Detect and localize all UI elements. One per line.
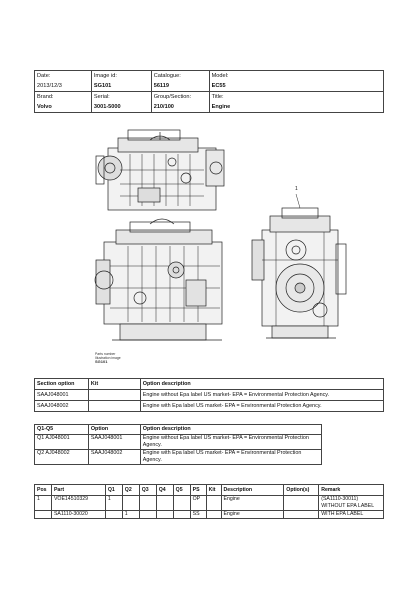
description-cell: Engine (221, 511, 284, 519)
brand-value: Volvo (35, 102, 92, 113)
image-id-label: Image id: (91, 71, 151, 82)
title-value: Engine (209, 102, 383, 113)
col-header-kit: Kit (88, 379, 140, 390)
q1-cell: 1 (105, 496, 122, 511)
model-label: Model: (209, 71, 383, 82)
q-cell: Q2 AJ048002 (35, 450, 89, 465)
date-value: 2013/12/3 (35, 81, 92, 92)
option-description-cell: Engine without Epa label US market- EPA = Environmental Protection Agency. (140, 390, 383, 401)
remark-cell: WITH EPA LABEL (319, 511, 384, 519)
col-header-q1-q5: Q1-Q5 (35, 425, 89, 435)
q-cell: Q1 AJ048001 (35, 435, 89, 450)
col-header-remark: Remark (319, 485, 384, 496)
part-cell: VOE14510329 (51, 496, 105, 511)
q3-cell (139, 496, 156, 511)
pos-cell (35, 511, 52, 519)
col-header-q5: Q5 (173, 485, 190, 496)
catalogue-label: Catalogue: (151, 71, 209, 82)
caption-line-1: Parts number (95, 352, 116, 356)
q2-cell (122, 496, 139, 511)
engine-top-view-drawing (96, 130, 224, 210)
caption-line-2: Illustration image (95, 356, 121, 360)
col-header-pos: Pos (35, 485, 52, 496)
option-description-cell: Engine without Epa label US market- EPA = Environmental Protection Agency. (140, 435, 321, 450)
parts-table (34, 484, 384, 519)
remark-cell: (SA1110-30011) WITHOUT EPA LABEL (319, 496, 384, 511)
illustration-caption (95, 352, 121, 364)
option-cell: SAAJ048001 (88, 435, 140, 450)
callout-number: 1 (295, 186, 298, 192)
option-description-cell: Engine with Epa label US market- EPA = Environmental Protection Agency. (140, 401, 383, 412)
serial-label: Serial: (91, 92, 151, 103)
section-option-table (34, 378, 384, 412)
date-label: Date: (35, 71, 92, 82)
engine-illustration (0, 120, 420, 360)
table-row (35, 390, 384, 401)
q-option-table (34, 424, 322, 465)
kit-cell (206, 496, 221, 511)
q3-cell (139, 511, 156, 519)
section-option-cell: SAAJ048001 (35, 390, 89, 401)
model-value: EC55 (209, 81, 383, 92)
kit-cell (88, 390, 140, 401)
col-header-options: Option(s) (284, 485, 319, 496)
col-header-option-description: Option description (140, 425, 321, 435)
option-description-cell: Engine with Epa label US market- EPA = Environmental Protection Agency. (140, 450, 321, 465)
options-cell (284, 496, 319, 511)
col-header-q2: Q2 (122, 485, 139, 496)
image-id-value: SG101 (91, 81, 151, 92)
engine-end-view-drawing (252, 194, 346, 338)
col-header-section-option: Section option (35, 379, 89, 390)
table-row (35, 401, 384, 412)
options-cell (284, 511, 319, 519)
header-info-table (34, 70, 384, 113)
q2-cell: 1 (122, 511, 139, 519)
caption-image-id: SG101 (95, 359, 108, 364)
q5-cell (173, 511, 190, 519)
col-header-option-description: Option description (140, 379, 383, 390)
catalogue-value: 56119 (151, 81, 209, 92)
serial-value: 3001-5000 (91, 102, 151, 113)
option-cell: SAAJ048002 (88, 450, 140, 465)
col-header-q4: Q4 (156, 485, 173, 496)
description-cell: Engine (221, 496, 284, 511)
section-option-cell: SAAJ048002 (35, 401, 89, 412)
table-header-row (35, 485, 384, 496)
col-header-kit: Kit (206, 485, 221, 496)
title-label: Title: (209, 92, 383, 103)
table-header-row (35, 379, 384, 390)
col-header-part: Part (51, 485, 105, 496)
table-header-row (35, 425, 322, 435)
engine-front-view-drawing (95, 219, 222, 340)
kit-cell (206, 511, 221, 519)
ps-cell: SS (190, 511, 206, 519)
q4-cell (156, 496, 173, 511)
col-header-description: Description (221, 485, 284, 496)
table-row (35, 511, 384, 519)
table-row (35, 496, 384, 511)
kit-cell (88, 401, 140, 412)
table-row (35, 450, 322, 465)
group-label: Group/Section: (151, 92, 209, 103)
col-header-ps: PS (190, 485, 206, 496)
part-cell: SA1110-30020 (51, 511, 105, 519)
pos-cell: 1 (35, 496, 52, 511)
q5-cell (173, 496, 190, 511)
table-row (35, 435, 322, 450)
group-value: 210/100 (151, 102, 209, 113)
ps-cell: OP (190, 496, 206, 511)
q4-cell (156, 511, 173, 519)
col-header-q1: Q1 (105, 485, 122, 496)
brand-label: Brand: (35, 92, 92, 103)
q1-cell (105, 511, 122, 519)
col-header-q3: Q3 (139, 485, 156, 496)
col-header-option: Option (88, 425, 140, 435)
